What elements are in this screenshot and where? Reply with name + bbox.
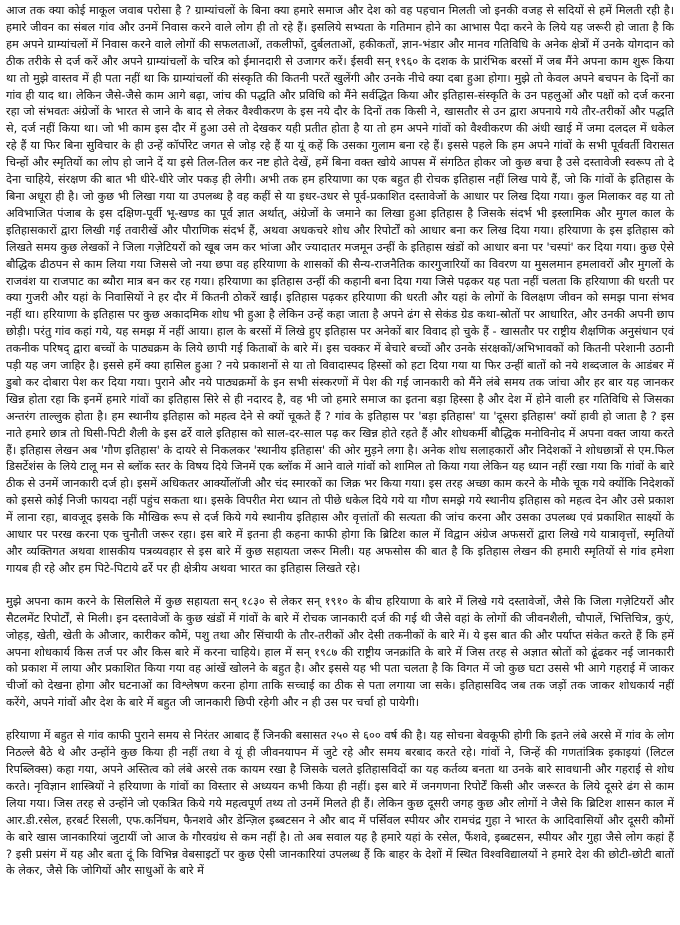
paragraph-gap <box>6 578 674 594</box>
paragraph-gap <box>6 712 674 728</box>
paragraph-2: मुझे अपना काम करने के सिलसिले में कुछ सहायता सन् १८३० से लेकर सन् १९१० के बीच हरियाणा के बारे में लिखे गये दस्तावेजों, जैसे कि जिला गज़ेटियरों और सैटलमेंट रिपोर्टों, से मिली। इन दस्तावेजों के कुछ खंडों में गांवों के बारे में रोचक जानकारी दर्ज की गई थी जैसे वहां के लोगों की जीवनशैली, चौपालें, भित्तिचित्र, कुएं, जोहड़, खेती, खेती के औजार, कारीकर कौमें, पशु तथा और सिंचायी के तौर-तरीकों और देसी तकनीकों के बारे में। ये इस बात की और पर्याप्त संकेत करते हैं कि हमें अपना शोधकार्य किस तर्ज पर और किस बारे में करना चाहिये। हाल में सन् १९८७ की राष्ट्रीय जनक्रांति के बारे में जिस तरह से अज्ञात स्रोतों को ढूंढकर नई जानकारी को प्रकाश में लाया और प्रकाशित किया गया वह आंखें खोलने के बहुत है। और इससे यह भी पता चलता है कि विगत में जो कुछ घटा उससे भी आगे गहराई में जाकर चीजों को देखना होगा और घटनाओं का विश्लेषण करना होगा ताकि सच्चाई का ठीक से पता लगाया जा सके। इतिहासविद जब तक जड़ों तक जाकर शोधकार्य नहीं करेंगे, अपने गांवों और देश के बारे में बहुत जी जानकारी छिपी रहेगी और न ही उस पर चर्चा हो पायेगी। <box>6 594 674 710</box>
paragraph-1: आज तक क्या कोई माकूल जवाब परोसा है ? ग्राम्यांचलों के बिना क्या हमारे समाज और देश को वह पहचान मिलती जो इनकी वजह से सदियों से हमें मिलती रही है। हमारे जीवन का संबल गांव और उनमें निवास करने वाले लोग ही तो रहे हैं। इसलिये सभ्यता के गतिमान होने का आभास पैदा करने के लिये यह जरूरी हो जाता है कि हम अपने ग्राम्यांचलों में निवास करने वाले लोगों की सफलताओं, तकलीफों, दुर्बलताओं, हकीकतों, ज्ञान-भंडार और मानव गतिविधि के अनेक क्षेत्रों में उनके योगदान को ठीक तरीके से दर्ज करें और अपने ग्राम्यांचलों के चरित्र को ईमानदारी से उजागर करें। ईसवी सन् १९६० के दशक के प्रारंभिक बरसों में जब मैंने अपना काम शुरू किया था तो मुझे वास्तव में ही पता नहीं था कि ग्राम्यांचलों की संस्कृति की कितनी परतें खुलेंगी और उनके नीचे क्या दबा हुआ होगा। मुझे तो केवल अपने बचपन के दिनों का गांव ही याद था। लेकिन जैसे-जैसे काम आगे बढ़ा, जांच की पद्धति और प्रविधि को मैंने सर्वद्धित किया और इतिहास-संस्कृति के उन पहलुओं और पक्षों को दर्ज करना रहा जो संभवतः अंग्रेजों के भारत से जाने के बाद से लेकर वैश्वीकरण के इस नये दौर के दिनों तक किसी ने, खासतौर से उन द्वारा अपनाये गये तौर-तरीकों और पद्धति से, दर्ज नहीं किया था। जो भी काम इस दौर में हुआ उसे तो देखकर यही प्रतीत होता है या तो हम अपने गांवों को वैश्वीकरण की अंधी खाई में जमा दलदल में धकेल रहे हैं या फिर बिना सुविचार के ही उन्हें कॉर्पोरेट जगत से जोड़ रहे हैं या यूं कहें कि उसका गुलाम बना रहे हैं। इससे पहले कि हम अपने गांवों के सभी पूर्ववर्ती विरासत चिन्हों और स्मृतियों का लोप हो जाने दें या इसे तिल-तिल कर नष्ट होते देखें, हमें बिना वक्त खोये आपस में संगठित होकर जो कुछ बचा है उसे दस्तावेजी स्वरूप तो दे देना चाहिये, संरक्षण की बात भी धीरे-धीरे जोर पकड़ ही लेगी। अभी तक हम हरियाणा का एक बहुत ही रोचक इतिहास नहीं लिख पाये हैं, जो कि गांवों के इतिहास के बिना अधूरा ही है। जो कुछ भी लिखा गया या उपलब्ध है वह कहीं से या इधर-उधर से पूर्व-प्रकाशित दस्तावेजों के आधार पर लिख दिया गया। कुल मिलाकर वह या तो अविभाजित पंजाब के इस दक्षिण-पूर्वी भू-खण्ड का पूर्व ज्ञात अर्थात्, अंग्रेजों के जमाने का लिखा हुआ इतिहास है जिसके संदर्भ भी इस्लामिक और मुगल काल के इतिहासकारों द्वारा लिखी गई तवारीखें और पौराणिक संदर्भ हैं, अथवा अधकचरे शोध और रिपोर्टों को आधार बना कर लिख दिया गया। हरियाणा के इस इतिहास को लिखते समय कुछ लेखकों ने जिला गज़ेटियरों को खूब जम कर भांजा और ज्यादातर मजमून उन्हीं के इतिहास खंडों को आधार बना पर 'चस्पां' कर दिया गया। कुछ ऐसे बौद्धिक ढीठपन से काम लिया गया जिससे जो नया छपा वह हरियाणा के शासकों की सैन्य-राजनैतिक कारगुजारियों का विवरण या मुसलमान हमलावरों और मुगलों के राजवंश या राजपाट का ब्यौरा मात्र बन कर रह गया। हरियाणा का इतिहास उन्हीं की कहानी बना दिया गया जिसे पढ़कर यह पता नहीं चलता कि हरियाणा की धरती पर क्या गुजरी और यहां के निवासियों ने हर दौर में कितनी ठोकरें खाईं। इतिहास पढ़कर हरियाणा की धरती और यहां के लोगों के विलक्षण जीवन को समझ पाना संभव नहीं था। हरियाणा के इतिहास पर कुछ अकादमिक शोध भी हुआ है लेकिन उन्हें कहा जाता है अपने ढंग से सेकंड ग्रेड कथा-स्रोतों पर आधारित, और उनकी अपनी छाप छोड़ी। परंतु गांव कहां गये, यह समझ में नहीं आया। हाल के बरसों में लिखे हुए इतिहास पर अनेकों बार विवाद हो चुके हैं - खासतौर पर राष्ट्रीय शैक्षणिक अनुसंधान एवं तकनीक परिषद् द्वारा बच्चों के पाठ्यक्रम के लिये छापी गई किताबों के बारे में। इस चक्कर में बेचारे बच्चों और उनके संरक्षकों/अभिभावकों को कितनी परेशानी उठानी पड़ी यह जग जाहिर है। इससे हमें क्या हासिल हुआ ? नये प्रकाशनों से या तो विवादास्पद हिस्सों को हटा दिया गया या फिर उन्हीं बातों को नये शब्दजाल के आडंबर में डुबो कर दोबारा पेश कर दिया गया। पुराने और नये पाठ्यक्रमों के इन सभी संस्करणों में पेश की गई जानकारी को मैंने लंबे समय तक जांचा और हर बार यह जानकर खिन्न होता रहा कि इनमें हमारे गांवों का इतिहास सिरे से ही नदारद है, वह भी जो हमारे समाज का इतना बड़ा हिस्सा है और देश में होने वाली हर गतिविधि से जिसका अन्तरंग ताल्लुक होता है। हम स्थानीय इतिहास को महत्व देने से क्यों चूकते हैं ? गांव के इतिहास पर 'बड़ा इतिहास' या 'दूसरा इतिहास' क्यों हावी हो जाता है ? इस नाते हमारे छात्र तो घिसी-पिटी शैली के इस ढर्रे वाले इतिहास को साल-दर-साल पढ़ कर खिन्न होते रहते हैं और शोधकर्मी बौद्धिक मनोविनोद में अपना वक्त जाया करते हैं। इतिहास लेखन अब 'गौण इतिहास' के दायरे से निकलकर 'स्थानीय इतिहास' की ओर मुड़ने लगा है। अनेक शोध सलाहकारों और निदेशकों ने शोधछात्रों से एम.फिल डिसर्टेशंस के लिये टालू मन से ब्लॉक स्तर के विषय दिये जिनमें एक ब्लॉक में आने वाले गांवों को शामिल तो किया गया लेकिन यह ध्यान नहीं रखा गया कि गांवों के बारे ठीक से उनमें जानकारी दर्ज हो। इसमें अधिकतर आर्क्योलॉजी और चंद स्मारकों का जिक्र भर किया गया। इस तरह अच्छा काम करने के मौके चूक गये क्योंकि निदेशकों को इससे कोई निजी फायदा नहीं पहुंच सकता था। इसके विपरीत मेरा ध्यान तो पीछे धकेल दिये गये या गौण समझे गये स्थानीय इतिहास को महत्व देन और उसे प्रकाश में लाना रहा, बावजूद इसके कि मौखिक रूप से दर्ज किये गये स्थानीय इतिहास और वृत्तांतों की सत्यता की जांच करना और उसका उपलब्ध एवं प्रकाशित साक्ष्यों के आधार पर परख करना एक चुनौती जरूर रहा। इस बारे में इतना ही कहना काफी होगा कि ब्रिटिश काल में विद्वान अंग्रेज अफसरों द्वारा लिखे गये यात्रावृत्तों, स्मृतियों और व्यक्तिगत अथवा शासकीय पत्रव्यवहार से इस बारे में कुछ सहायता जरूर मिली। यह अफसोस की बात है कि इतिहास लेखन की हमारी स्मृतियों से गांव हमेशा गायब ही रहे और हम पिटे-पिटाये ढर्रे पर ही क्षेत्रीय अथवा भारत का इतिहास लिखते रहे। <box>6 4 674 575</box>
paragraph-3: हरियाणा में बहुत से गांव काफी पुराने समय से निरंतर आबाद हैं जिनकी बसासत २५० से ६०० वर्ष की है। यह सोचना बेवकूफी होगी कि इतने लंबे अरसे में गांव के लोग निठल्ले बैठे थे और उन्होंने कुछ किया ही नहीं तथा वे यूं ही जीवनयापन में जुटे रहे और समय बरबाद करते रहे। गांवों ने, जिन्हें की गणतांत्रिक इकाइयां (लिटल रिपब्लिक्स) कहा गया, अपने अस्तित्व को लंबे अरसे तक कायम रखा है जिसके चलते इतिहासविदों का यह कर्तव्य बनता था उनके बारे सावधानी और गहराई से शोध करते। नृविज्ञान शास्त्रियों ने हरियाणा के गांवों का विस्तार से अध्ययन कभी किया ही नहीं। इस बारे में जनगणना रिपोर्टें किसी और जरूरत के लिये दूसरे ढंग से काम लिया गया। जिस तरह से उन्होंने जो एकत्रित किये गये महत्वपूर्ण तथ्य तो उनमें मिलते ही हैं। लेकिन कुछ दूसरी जगह कुछ और लोगों ने जैसे कि ब्रिटिश शासन काल में आर.डी.रसेल, हरबर्ट रिसली, एफ.कनिंघम, फैनशवे और डेन्ज़िल इब्बटसन ने और बाद में पर्सिवल स्पीयर और रामचंद्र गुहा ने भारत के आदिवासियों और दूसरी कौमों के बारे खास जानकारियां जुटायीं जो आज के गौरवग्रंथ से कम नहीं है। तो अब सवाल यह है हमारे यहां के रसेल, फैंशवे, इब्बटसन, स्पीयर और गुहा जैसे लोग कहां हैं ? इसी प्रसंग में यह और बता दूं कि विभिन्न वेबसाइटों पर कुछ ऐसी जानकारियां उपलब्ध हैं कि बाहर के देशों में स्थित विश्वविद्यालयों ने हमारे देश की छोटी-छोटी बातों के लेकर, जैसे कि जोगियों और साधुओं के बारे में <box>6 729 674 878</box>
